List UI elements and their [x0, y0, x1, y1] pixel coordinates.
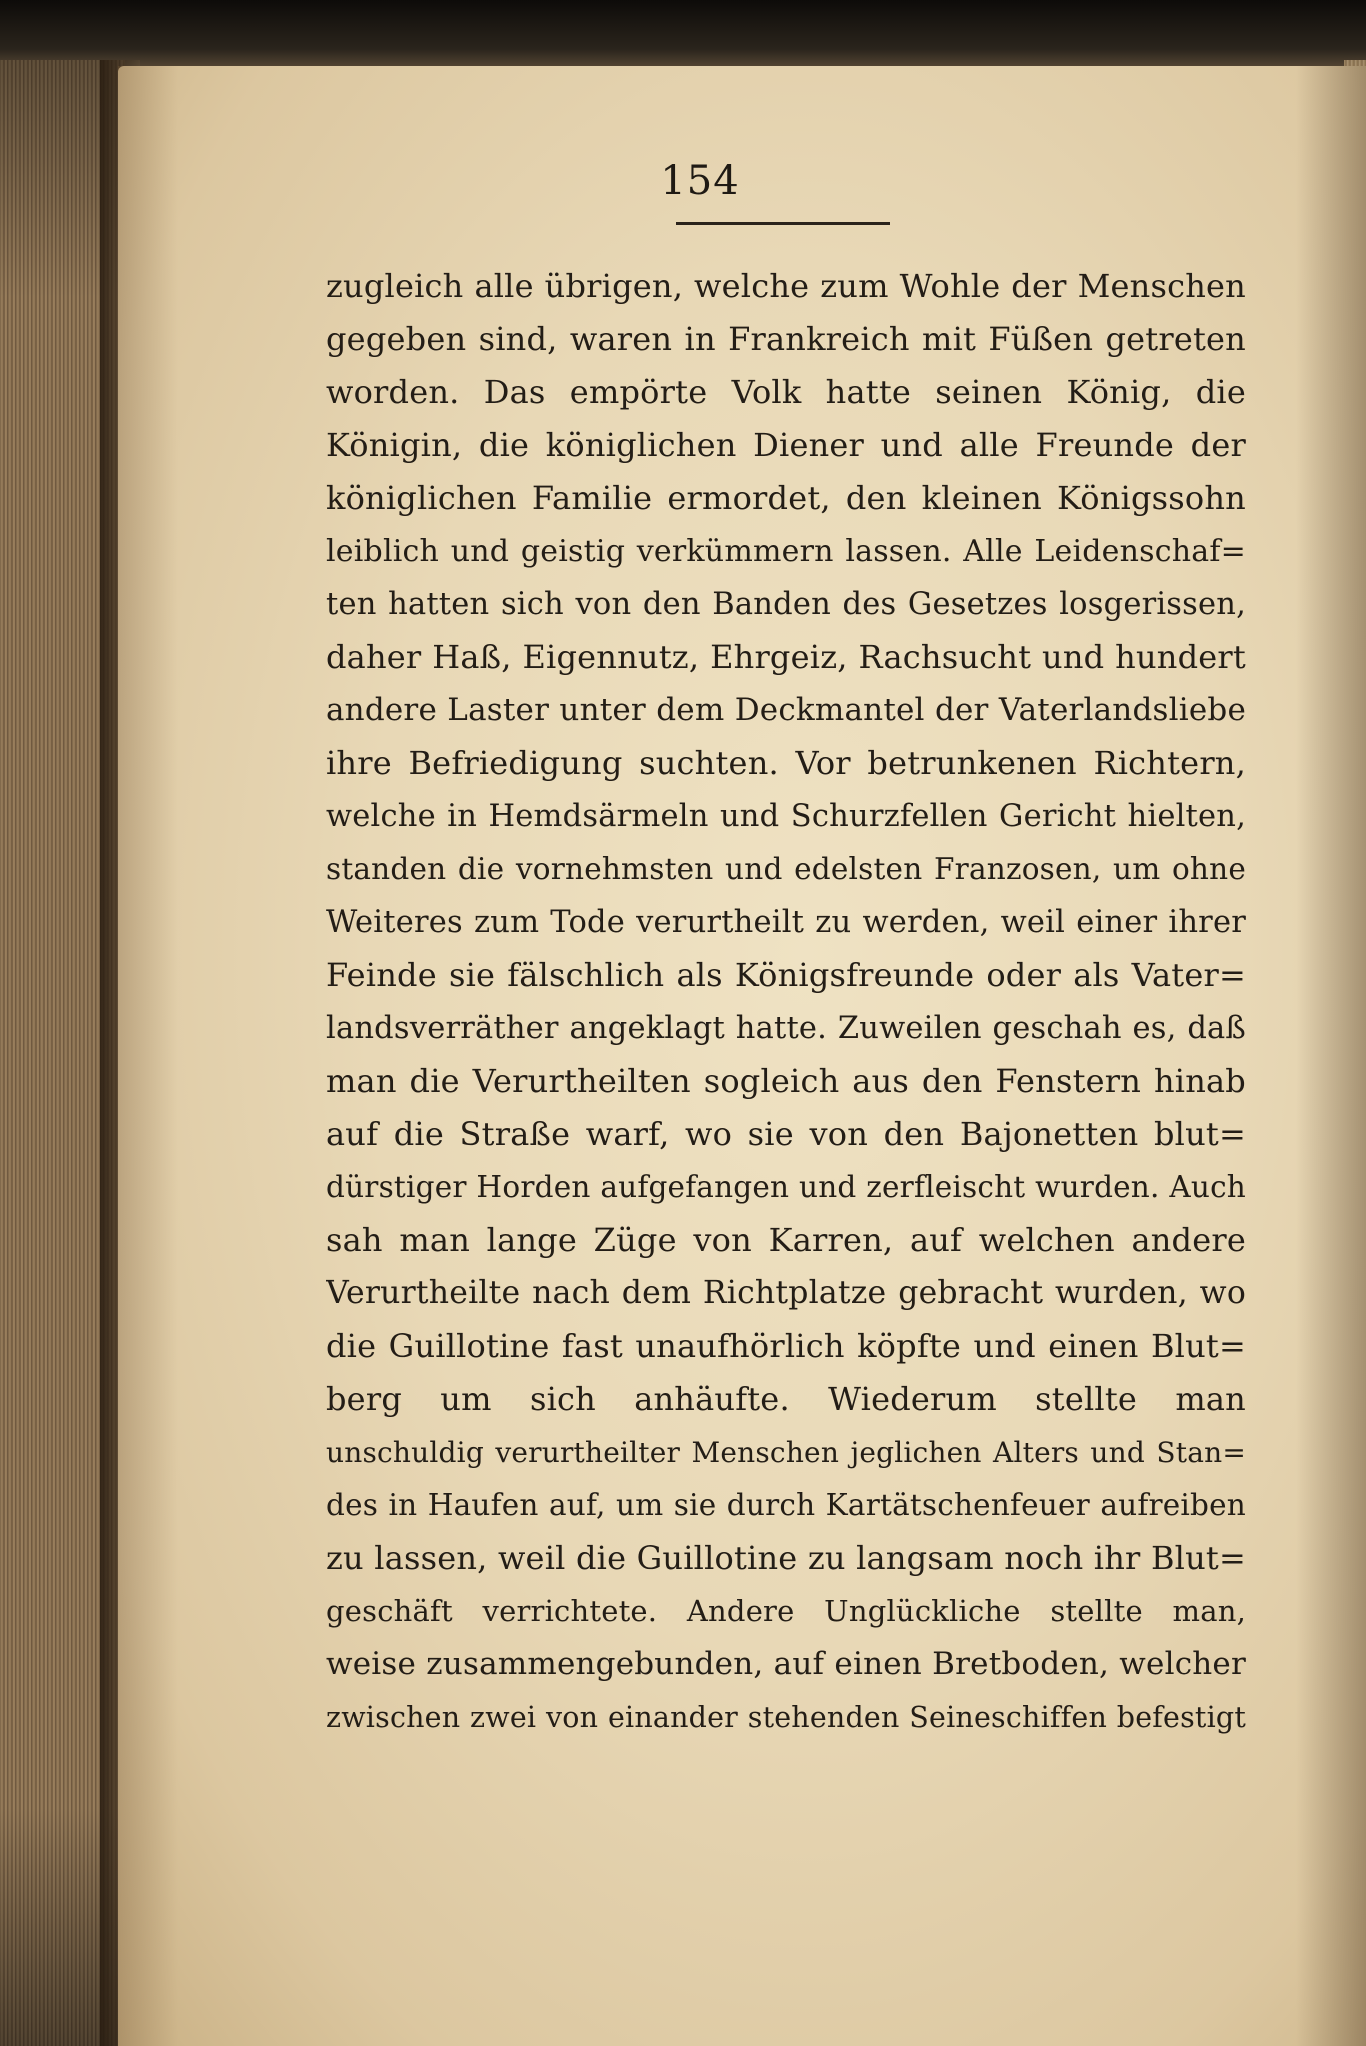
- text-line: Königin, die königlichen Diener und alle Freunde der: [326, 426, 1246, 464]
- text-line: die Guillotine fast unaufhörlich köpfte und einen Blut=: [326, 1327, 1246, 1365]
- text-line: leiblich und geistig verkümmern lassen. Alle Leidenschaf=: [326, 534, 1246, 569]
- text-line: berg um sich anhäufte. Wiederum stellte man: [326, 1380, 1246, 1418]
- text-line: landsverräther angeklagt hatte. Zuweilen geschah es, daß: [326, 1011, 1246, 1046]
- top-edge-shadow: [0, 0, 1366, 70]
- text-line: andere Laster unter dem Deckmantel der Vaterlandsliebe: [326, 692, 1246, 728]
- text-line: weise zusammengebunden, auf einen Bretboden, welcher: [326, 1646, 1246, 1682]
- page-body-text: [326, 260, 1246, 1744]
- header-rule: [676, 222, 890, 225]
- text-line: zu lassen, weil die Guillotine zu langsam noch ihr Blut=: [326, 1539, 1246, 1577]
- text-line: ten hatten sich von den Banden des Gesetzes losgerissen,: [326, 587, 1246, 622]
- text-line: standen die vornehmsten und edelsten Franzosen, um ohne: [326, 852, 1246, 886]
- text-line: gegeben sind, waren in Frankreich mit Füßen getreten: [326, 320, 1246, 358]
- text-line: Verurtheilte nach dem Richtplatze gebracht wurden, wo: [326, 1275, 1246, 1311]
- text-line: unschuldig verurtheilter Menschen jeglichen Alters und Stan=: [326, 1436, 1246, 1469]
- text-line: welche in Hemdsärmeln und Schurzfellen Gericht hielten,: [326, 799, 1246, 834]
- text-line: sah man lange Züge von Karren, auf welchen andere: [326, 1221, 1246, 1259]
- text-line: man die Verurtheilten sogleich aus den Fenstern hinab: [326, 1062, 1246, 1100]
- text-line: zwischen zwei von einander stehenden Seineschiffen befestigt: [326, 1701, 1246, 1734]
- text-line: dürstiger Horden aufgefangen und zerfleischt wurden. Auch: [326, 1170, 1246, 1204]
- text-line: königlichen Familie ermordet, den kleinen Königssohn: [326, 479, 1246, 517]
- text-line: daher Haß, Eigennutz, Ehrgeiz, Rachsucht und hundert: [326, 638, 1246, 676]
- page-number: 154: [660, 158, 740, 204]
- text-line: geschäft verrichtete. Andere Unglückliche stellte man,: [326, 1594, 1246, 1628]
- text-line: Feinde sie fälschlich als Königsfreunde oder als Vater=: [326, 956, 1246, 994]
- text-line: zugleich alle übrigen, welche zum Wohle der Menschen: [326, 267, 1246, 305]
- text-line: worden. Das empörte Volk hatte seinen König, die: [326, 373, 1246, 411]
- text-line: des in Haufen auf, um sie durch Kartätschenfeuer aufreiben: [326, 1488, 1246, 1522]
- text-line: auf die Straße warf, wo sie von den Bajonetten blut=: [326, 1115, 1246, 1153]
- text-line: Weiteres zum Tode verurtheilt zu werden, weil einer ihrer: [326, 905, 1246, 940]
- text-line: ihre Befriedigung suchten. Vor betrunkenen Richtern,: [326, 744, 1246, 782]
